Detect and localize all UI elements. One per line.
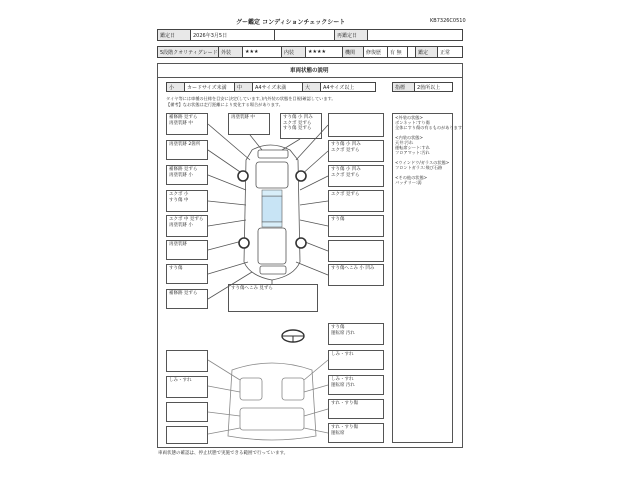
summary-line-14: バッテリー:弱: [395, 180, 422, 185]
engine-label: 機関: [343, 47, 364, 57]
interior-right-box-1-line-2: 運転席 汚れ: [331, 330, 355, 336]
interior-left-box-2-line-1: しみ・すれ: [169, 378, 192, 383]
summary-line-11: フロントガラス:飛び石跡: [395, 165, 443, 170]
interior-right-box-3-line-1: しみ・すれ: [331, 377, 354, 382]
legend-small-label: 小: [167, 83, 185, 91]
right-box-3-line-2: エクボ 見ずら: [331, 172, 360, 178]
top-box-2-line-1: すり傷 小 凹み: [283, 115, 313, 120]
right-box-2-line-1: すり傷 小 凹み: [331, 142, 361, 147]
legend-mid-label: 中: [235, 83, 253, 91]
summary-line-3: 全体にすり傷の有るものがあります: [395, 125, 463, 130]
right-box-3-line-1: すり傷 小 凹み: [331, 167, 361, 172]
rating-label: 鑑定: [416, 47, 438, 57]
left-box-4-line-2: すり傷 中: [169, 197, 189, 203]
right-box-2-line-2: エクボ 見ずら: [331, 147, 360, 153]
left-box-8-line-1: 補修跡 見ずら: [169, 291, 198, 296]
top-box-2-line-3: すり傷 見ずら: [283, 126, 312, 131]
exterior-value: ★★★: [243, 47, 282, 57]
left-box-4-line-1: エクボ 小: [169, 192, 189, 197]
right-box-5-line-1: すり傷: [331, 217, 345, 222]
interior-right-box-5-line-1: すれ・すり傷: [331, 425, 358, 430]
top-box-2-line-2: エクボ 見ずら: [283, 120, 312, 126]
interior-right-box-3-line-2: 運転席 汚れ: [331, 382, 355, 388]
appraisal-date-label: 鑑定日: [158, 30, 191, 40]
rating-value: 正常: [440, 49, 451, 56]
interior-right-box-2-line-1: しみ・すれ: [331, 352, 354, 357]
summary-line-8: フロアマット:汚れ: [395, 150, 430, 155]
left-box-6-line-1: 再塗装跡: [169, 242, 187, 247]
section-title: 車両状態の説明: [290, 68, 329, 74]
summary-line-5: <内装の状態>: [395, 135, 423, 140]
interior-right-box-5-line-2: 運転席: [331, 430, 345, 436]
note-line-1: タイヤ等には車種の仕様を目安に決定(しています。)内外装の状態を目視(確認しています。: [166, 96, 336, 101]
left-box-2-line-1: 再塗装跡 2箇所: [169, 142, 201, 147]
bottom-box-line-1: すり傷へこみ 見ずら: [231, 286, 273, 291]
legend-small-value: カードサイズ未満: [185, 83, 235, 91]
left-box-5-line-1: エクボ 中 見ずら: [169, 217, 204, 222]
sheet-title: グー鑑定 コンディションチェックシート: [236, 19, 346, 26]
footer-note: 車両状態の確認は、停止状態で実施できる範囲で行っています。: [158, 451, 289, 456]
left-box-1-line-1: 補修跡 見ずら: [169, 115, 198, 120]
right-box-7-line-1: すり傷へこみ 小 凹み: [331, 266, 375, 271]
quality-grade-label: 5段階クオリティグレード: [158, 47, 219, 57]
left-box-3-line-1: 補修跡 見ずら: [169, 167, 198, 172]
interior-right-box-4-line-1: すれ・すり傷: [331, 401, 358, 406]
appraisal-date-value: 2026年3月5日: [191, 30, 275, 40]
summary-line-13: <その他の状態>: [395, 175, 428, 180]
engine-value: 修復歴: [364, 47, 388, 57]
interior-right-box-1-line-1: すり傷: [331, 325, 345, 330]
next-appraisal-label: 再鑑定日: [335, 30, 368, 40]
top-box-1-line-1: 再塗装跡 中: [231, 115, 255, 120]
summary-line-6: 天井:汚れ: [395, 140, 414, 145]
summary-line-10: <ウインドウ/ガラスの状態>: [395, 160, 450, 165]
interior-value: ★★★★: [306, 47, 343, 57]
summary-line-2: ボンネット:すり傷: [395, 120, 430, 125]
legend-large-value: A4サイズ以上: [323, 84, 355, 91]
left-box-1-line-2: 再塗装跡 中: [169, 120, 193, 126]
document-id: KB7326C0510: [430, 18, 466, 24]
legend-seat-value: 2箇所以上: [417, 84, 441, 91]
note-line-2: 【備考】なお状態は走行距離により変化する場合があります。: [166, 102, 283, 107]
legend-seat-label: 指標: [393, 83, 415, 91]
interior-label: 内装: [282, 47, 306, 57]
left-box-7-line-1: すり傷: [169, 266, 183, 271]
repair-label: 有 無: [388, 47, 408, 57]
summary-line-7: 運転席シート:すれ: [395, 145, 430, 150]
exterior-label: 外装: [219, 47, 243, 57]
left-box-5-line-2: 再塗装跡 小: [169, 222, 193, 228]
legend-large-label: 大: [303, 83, 321, 91]
right-box-4-line-1: エクボ 見ずら: [331, 192, 360, 197]
summary-line-1: <外装の状態>: [395, 115, 423, 120]
left-box-3-line-2: 再塗装跡 小: [169, 172, 193, 178]
legend-mid-value: A4サイズ未満: [253, 83, 303, 91]
